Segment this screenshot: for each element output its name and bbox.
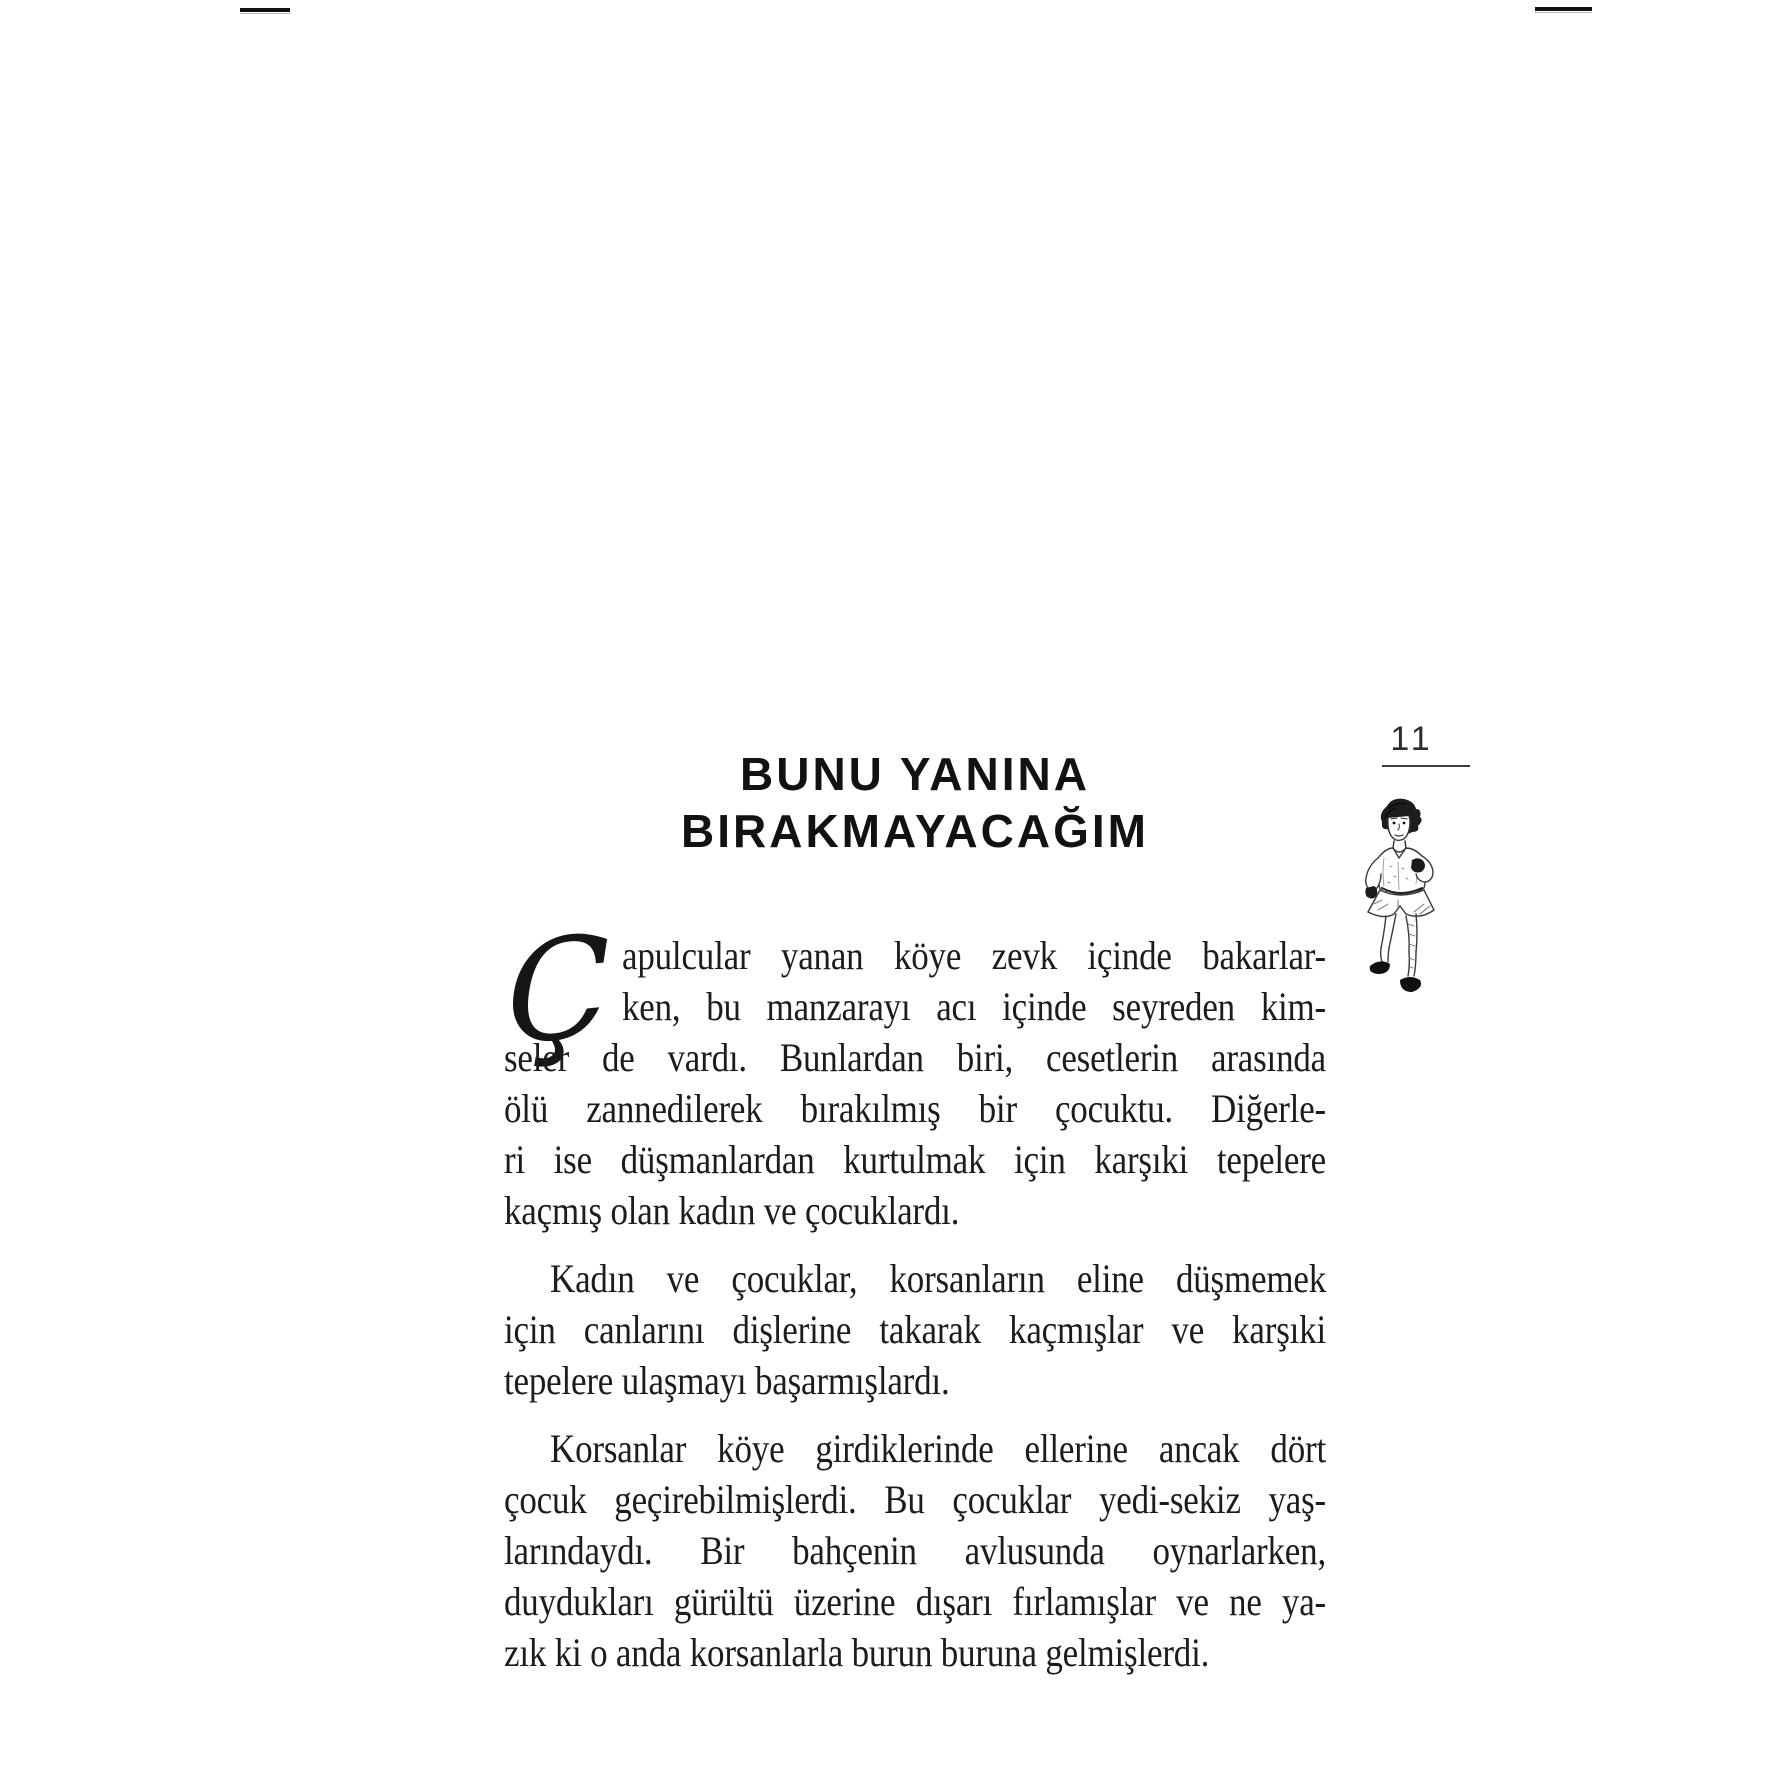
chapter-title: [504, 746, 1326, 860]
text-line: ken, bu manzarayı acı içinde seyreden kim-: [622, 984, 1326, 1030]
paragraph: [504, 1255, 1326, 1408]
top-left-dash: [240, 8, 290, 14]
chapter-title-line1: BUNU YANINA: [740, 748, 1090, 800]
paragraph: [504, 1425, 1326, 1680]
dash-shadow: [1535, 12, 1592, 13]
text-line: tepelere ulaşmayı başarmışlardı.: [504, 1358, 950, 1404]
text-line: Korsanlar köye girdiklerinde ellerine ancak dört: [550, 1426, 1326, 1472]
text-line: larındaydı. Bir bahçenin avlusunda oynarlarken,: [504, 1528, 1326, 1574]
text-line: seler de vardı. Bunlardan biri, cesetlerin arasında: [504, 1035, 1326, 1081]
text-line: kaçmış olan kadın ve çocuklardı.: [504, 1188, 960, 1234]
page-number-rule: [1382, 765, 1470, 767]
text-line: ri ise düşmanlardan kurtulmak için karşıki tepelere: [504, 1137, 1326, 1183]
text-line: çocuk geçirebilmişlerdi. Bu çocuklar yedi-sekiz yaş-: [504, 1477, 1326, 1523]
drop-cap: Ç: [503, 904, 615, 1077]
dash-bar: [240, 8, 290, 12]
text-line: duydukları gürültü üzerine dışarı fırlamışlar ve ne ya-: [504, 1579, 1326, 1625]
paragraph: [504, 932, 1326, 1238]
text-line: apulcular yanan köye zevk içinde bakarlar-: [622, 933, 1326, 979]
body-text: [504, 932, 1326, 1680]
chapter-title-line2: BIRAKMAYACAĞIM: [681, 805, 1149, 857]
text-line: Kadın ve çocuklar, korsanların eline düşmemek: [550, 1256, 1326, 1302]
text-line: zık ki o anda korsanlarla burun buruna gelmişlerdi.: [504, 1630, 1210, 1676]
running-boy-illustration: [1354, 796, 1452, 1002]
dash-bar: [1535, 7, 1592, 11]
page-number: 11: [1390, 720, 1434, 758]
dash-shadow: [240, 13, 290, 14]
top-right-dash: [1535, 7, 1592, 13]
text-line: için canlarını dişlerine takarak kaçmışlar ve karşıki: [504, 1307, 1326, 1353]
text-line: ölü zannedilerek bırakılmış bir çocuktu. Diğerle-: [504, 1086, 1326, 1132]
